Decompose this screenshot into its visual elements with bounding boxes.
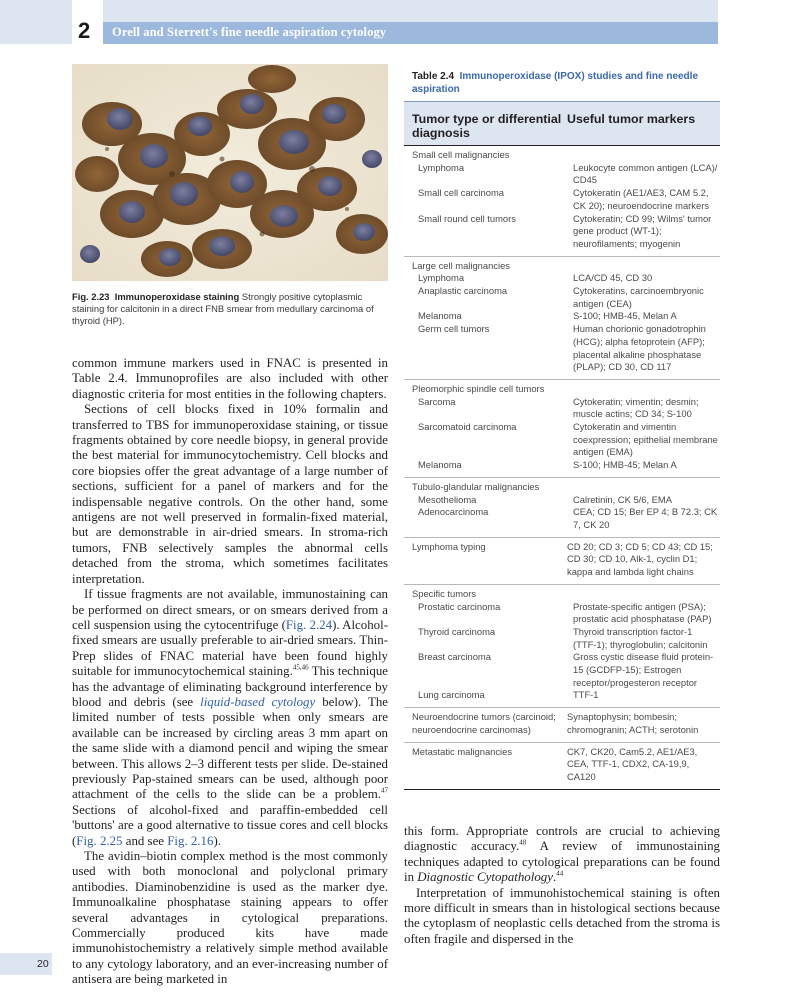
marker-cell: CD 20; CD 3; CD 5; CD 43; CD 15; CD 30; CD 10, Alk-1, cyclin D1; kappa and lambda light chains [567,540,713,578]
table-row [412,689,720,702]
tumor-type-cell: Breast carcinoma [418,651,491,663]
table-row [412,213,720,251]
table-group [404,478,720,538]
tumor-type-cell: Melanoma [418,459,462,471]
figure-caption-text: Strongly positive cytoplasmic staining for calcitonin in a direct FNB smear from medullary carcinoma of thyroid (HP). [72,291,374,327]
tumor-type-cell: Lymphoma typing [412,540,486,552]
marker-cell: Cytokeratin (AE1/AE3, CAM 5.2, CK 20); neuroendocrine markers [573,187,710,211]
table-label: Table 2.4 [412,71,455,82]
table-row [412,187,720,212]
table-title: Immunoperoxidase (IPOX) studies and fine needle aspiration [412,71,699,95]
paragraph: Sections of cell blocks fixed in 10% formalin and transferred to TBS for immunoperoxidase staining, or tissue fragments obtained by core needle biopsy, in general provide the best material for immunocytochemistry. Cell blocks and core biopsies offer the great advantage of a large number of sections, sufficient for a panel of markers and for the indispensable negative controls. On the other hand, some antigens are not well preserved in formalin-fixed material, but are demonstrable in air-dried smears. In stroma-rich tumors, FNB selectively samples the abnormal cells detached from the stroma, which sometimes facilitates interpretation. [72,402,388,586]
tumor-type-cell: Sarcoma [418,395,456,407]
tumor-type-cell: Lung carcinoma [418,689,485,701]
table-row [412,149,720,162]
table-row [412,541,720,579]
table-row [412,310,720,323]
table-row [412,651,720,689]
marker-cell: S-100; HMB-45, Melan A [573,310,677,322]
figure-caption [72,291,388,328]
tumor-type-cell: Large cell malignancies [412,259,510,271]
marker-cell [567,260,720,273]
table-row [412,272,720,285]
page-number: 20 [37,958,49,970]
figure-link[interactable]: Fig. 2.16 [167,833,214,848]
tumor-type-cell: Metastatic malignancies [412,745,513,757]
marker-cell: Cytokeratin; vimentin; desmin; muscle actins; CD 34; S-100 [573,395,699,420]
table-header [404,101,720,146]
tumor-type-cell: Pleomorphic spindle cell tumors [412,382,545,394]
column-header-tumor-type: Tumor type or differential diagnosis [412,112,562,140]
marker-cell [567,588,720,601]
paragraph: The avidin–biotin complex method is the most commonly used with both monoclonal and polyclonal primary antibodies. Diaminobenzidine is used as the marker dye. Immunoalkaline phosphatase staining appears to offer several advantages in cytological preparations. Commercially produced kits have made immunohistochemistry a relatively simple method available to any cytology laboratory, and an ever-increasing number of antisera are being marketed in [72,849,388,987]
table-row [412,494,720,507]
marker-cell: TTF-1 [573,689,599,701]
table-row [412,285,720,310]
citation[interactable]: 45,46 [292,663,309,672]
left-column-body [72,356,388,988]
table-row [412,588,720,601]
figure-title: Immunoperoxidase staining [114,291,240,302]
tumor-type-cell: Sarcomatoid carcinoma [418,421,517,433]
table-row [412,601,720,626]
tumor-type-cell: Lymphoma [418,161,465,173]
citation[interactable]: 47 [381,787,388,796]
tumor-type-cell: Mesothelioma [418,493,477,505]
marker-cell: Prostate-specific antigen (PSA); prostatic acid phosphatase (PAP) [573,600,712,625]
table-caption [412,70,712,96]
tumor-type-cell: Lymphoma [418,272,465,284]
header-left-block [0,0,72,44]
tumor-type-cell: Tubulo-glandular malignancies [412,480,540,492]
table-body [404,146,720,790]
marker-cell: LCA/CD 45, CD 30 [573,272,653,284]
table-row [412,323,720,374]
marker-cell: Cytokeratin; CD 99; Wilms' tumor gene product (WT-1); neurofilaments; myogenin [573,212,712,249]
table-group [404,708,720,742]
figure-link[interactable]: Fig. 2.25 [76,833,123,848]
paragraph: this form. Appropriate controls are crucial to achieving diagnostic accuracy.$^{48}$ A review of immunostaining techniques adapted to cytological preparations can be found in Diagnostic Cytopathology.$^{44}$ [404,824,720,885]
marker-cell: Thyroid transcription factor-1 (TTF-1); thyroglobulin; calcitonin [573,625,708,650]
citation[interactable]: 44 [556,869,564,878]
tumor-type-cell: Thyroid carcinoma [418,625,496,637]
tumor-type-cell: Specific tumors [412,587,477,599]
table-row [412,396,720,421]
micrograph-image [72,64,388,281]
table-row [412,260,720,273]
table-group [404,257,720,380]
table-row [412,459,720,472]
marker-cell [567,481,720,494]
tumor-type-cell: Small cell carcinoma [418,187,504,199]
journal-title: Diagnostic Cytopathology [417,870,553,885]
table-group [404,146,720,257]
marker-cell [567,383,720,396]
marker-cell: Calretinin, CK 5/6, EMA [573,493,672,505]
tumor-type-cell: Anaplastic carcinoma [418,285,508,297]
marker-cell: S-100; HMB-45; Melan A [573,459,677,471]
paragraph: Interpretation of immunohistochemical staining is often more difficult in smears than in histological sections because the cytoplasm of neoplastic cells detached from the stroma is often fragile and dispersed in the [404,885,720,946]
table-row [412,711,720,736]
column-header-markers: Useful tumor markers [567,112,696,126]
tumor-type-cell: Small cell malignancies [412,149,510,160]
table-row [412,162,720,187]
table-row [412,506,720,531]
marker-cell: Synaptophysin; bombesin; chromogranin; ACTH; serotonin [567,711,699,735]
table-row [412,746,720,784]
tumor-type-cell: Adenocarcinoma [418,506,489,518]
table-row [412,481,720,494]
right-column-body [404,824,720,947]
tumor-type-cell: Neuroendocrine tumors (carcinoid; neuroendocrine carcinomas) [412,711,556,735]
table-row [412,626,720,651]
marker-cell: CK7, CK20, Cam5.2, AE1/AE3, CEA, TTF-1, CDX2, CA-19,9, CA120 [567,745,698,782]
section-link[interactable]: liquid-based cytology [200,694,316,709]
table-group [404,585,720,708]
figure-label: Fig. 2.23 [72,291,110,302]
header-top-band [103,0,718,22]
chapter-number: 2 [78,18,91,43]
table-group [404,538,720,585]
tumor-type-cell: Prostatic carcinoma [418,600,501,612]
marker-cell: Leukocyte common antigen (LCA)/ CD45 [573,161,718,186]
marker-cell [567,149,720,162]
paragraph: common immune markers used in FNAC is presented in Table 2.4. Immunoprofiles are also included with other diagnostic criteria for most entities in the following chapters. [72,356,388,401]
tumor-type-cell: Melanoma [418,310,462,322]
citation[interactable]: 48 [519,839,527,848]
table-row [412,383,720,396]
tumor-type-cell: Germ cell tumors [418,323,490,335]
table-group [404,380,720,478]
marker-cell: CEA; CD 15; Ber EP 4; B 72.3; CK 7, CK 20 [573,506,718,530]
running-title: Orell and Sterrett's fine needle aspiration cytology [112,25,387,39]
marker-cell: Gross cystic disease fluid protein-15 (GCDFP-15); Estrogen receptor/progesteron receptor [573,651,714,688]
table-group [404,743,720,790]
paragraph: If tissue fragments are not available, immunostaining can be performed on direct smears, or on smears derived from a cell suspension using the cytocentrifuge (Fig. 2.24). Alcohol-fixed smears are usually preferable to air-dried smears. Thin-Prep slides of FNAC material have been found highly suitable for immunocytochemical staining.$^{45,46}$ This technique has the advantage of eliminating background interference by blood and debris (see liquid-based cytology below). The limited number of tests possible when only smears are available can be increased by circling areas 3 mm apart on the same slide with a diamond pencil and wiping the smear between. This allows 2–3 different tests per slide. De-stained previously Pap-stained smears can be used, although poor attachment of the cells to the slide can be a problem.$^{47}$ Sections of alcohol-fixed and paraffin-embedded cell 'buttons' are a good alternative to tissue cores and cell blocks (Fig. 2.25 and see Fig. 2.16). [72,587,388,848]
marker-cell: Cytokeratins, carcinoembryonic antigen (CEA) [573,285,704,309]
marker-cell: Human chorionic gonadotrophin (HCG); alpha fetoprotein (AFP); placental alkaline phosphatase (PLAP); CD 30, CD 117 [573,323,706,373]
marker-cell: Cytokeratin and vimentin coexpression; epithelial membrane antigen (EMA) [573,421,718,458]
figure-link[interactable]: Fig. 2.24 [285,617,333,632]
table-row [412,421,720,459]
tumor-type-cell: Small round cell tumors [418,212,516,224]
